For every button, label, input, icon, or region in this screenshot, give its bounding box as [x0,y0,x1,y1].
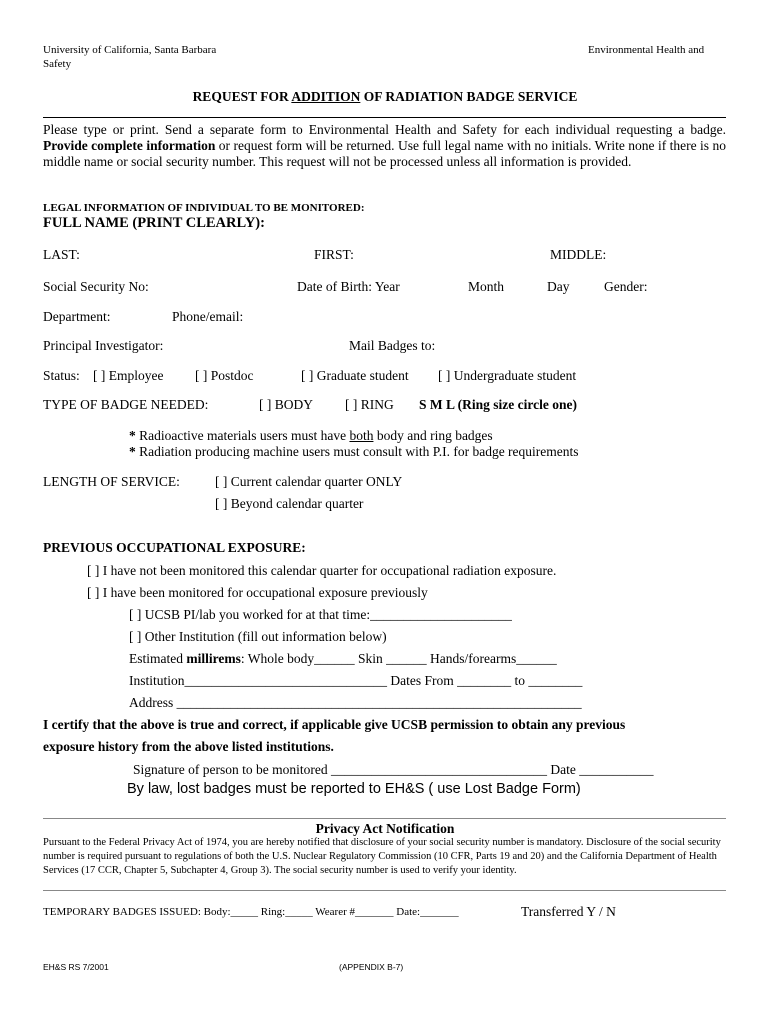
note1-both: both [349,428,374,443]
ssn-label: Social Security No: [43,279,149,294]
millirems-bold: millirems [186,651,241,666]
status-employee-checkbox[interactable]: [ ] Employee [93,368,164,383]
badge-body-checkbox[interactable]: [ ] BODY [259,397,313,412]
title-underlined: ADDITION [291,89,361,104]
instructions-part2: or request form will be returned. Use full legal name with no initials. Write none if there is no middle name or social security number. This request will not be processed unless all information is provided. [43,138,726,169]
form-title [0,89,770,105]
dob-label: Date of Birth: Year [297,279,400,294]
middle-name-label: MIDDLE: [550,247,607,262]
note-radiation-machines [129,444,579,460]
service-beyond-quarter-checkbox[interactable]: [ ] Beyond calendar quarter [215,496,364,511]
gender-label: Gender: [604,279,648,294]
status-postdoc-checkbox[interactable]: [ ] Postdoc [195,368,254,383]
note-bullet: * [129,428,140,443]
org-name: University of California, Santa Barbara [43,44,217,56]
note2-text: Radiation producing machine users must consult with P.I. for badge requirements [139,444,579,459]
dob-month-label: Month [468,279,505,294]
ring-size-options[interactable]: S M L (Ring size circle one) [419,397,577,412]
service-current-quarter-checkbox[interactable]: [ ] Current calendar quarter ONLY [215,474,403,489]
badge-ring-checkbox[interactable]: [ ] RING [345,397,394,412]
mail-badges-label: Mail Badges to: [349,338,436,353]
length-of-service-label: LENGTH OF SERVICE: [43,474,180,489]
certification-line1: I certify that the above is true and correct, if applicable give UCSB permission to obtain any previous [43,717,626,732]
badge-type-label: TYPE OF BADGE NEEDED: [43,397,209,412]
org-name-continued: Safety [43,58,72,70]
transferred-field[interactable]: Transferred Y / N [521,904,616,919]
instructions-part1: Please type or print. Send a separate form to Environmental Health and Safety for each individual requesting a badge. [43,122,726,137]
note1-text-a: Radioactive materials users must have [139,428,350,443]
millirems-pre: Estimated [129,651,187,666]
note-radioactive-materials [129,428,493,444]
status-label: Status: [43,368,80,383]
privacy-bottom-divider [43,890,726,891]
department-name: Environmental Health and [588,44,705,56]
phone-email-label: Phone/email: [172,309,244,324]
note-bullet: * [129,444,140,459]
note1-text-b: body and ring badges [373,428,493,443]
exposure-monitored-checkbox[interactable]: [ ] I have been monitored for occupational exposure previously [87,585,428,600]
principal-investigator-label: Principal Investigator: [43,338,164,353]
privacy-text: Pursuant to the Federal Privacy Act of 1974, you are hereby notified that disclosure of your social security number is mandatory. Disclosure of the social security number is required pursuant to regulations of both the U.S. Nuclear Regulatory Commission (10 CFR, Parts 19 and 20) and the California Department of Health Services (17 CCR, Chapter 5, Subchapter 4, Group 3). The social security number is used to verify your identity. [43,837,721,876]
instructions-bold: Provide complete information [43,138,216,153]
institution-dates-field[interactable]: Institution______________________________ Dates From ________ to ________ [129,673,583,688]
instructions [43,122,726,170]
legal-info-heading: LEGAL INFORMATION OF INDIVIDUAL TO BE MONITORED: [43,202,365,214]
millirems-post: : Whole body______ Skin ______ Hands/forearms______ [240,651,557,666]
signature-date-field[interactable]: Signature of person to be monitored ________________________________ Date ___________ [133,762,654,777]
other-institution-checkbox[interactable]: [ ] Other Institution (fill out information below) [129,629,387,644]
form-code: EH&S RS 7/2001 [43,962,109,972]
status-undergraduate-checkbox[interactable]: [ ] Undergraduate student [438,368,577,383]
address-field[interactable]: Address ____________________________________________________________ [129,695,582,710]
exposure-not-monitored-checkbox[interactable]: [ ] I have not been monitored this calendar quarter for occupational radiation exposure. [87,563,557,578]
dob-day-label: Day [547,279,570,294]
lost-badges-notice: By law, lost badges must be reported to EH&S ( use Lost Badge Form) [127,781,581,797]
title-pre: REQUEST FOR [192,89,292,104]
full-name-heading: FULL NAME (PRINT CLEARLY): [43,215,265,231]
exposure-heading: PREVIOUS OCCUPATIONAL EXPOSURE: [43,540,306,555]
department-label: Department: [43,309,111,324]
certification-line2: exposure history from the above listed institutions. [43,739,334,754]
privacy-top-divider [43,818,726,819]
last-name-label: LAST: [43,247,80,262]
title-divider [43,117,726,118]
title-post: OF RADIATION BADGE SERVICE [360,89,578,104]
estimated-millirems-field[interactable] [129,651,557,667]
status-graduate-checkbox[interactable]: [ ] Graduate student [301,368,409,383]
temporary-badges-field[interactable]: TEMPORARY BADGES ISSUED: Body:_____ Ring:_____ Wearer #_______ Date:_______ [43,906,459,918]
ucsb-pi-lab-checkbox[interactable]: [ ] UCSB PI/lab you worked for at that time:_____________________ [129,607,512,622]
first-name-label: FIRST: [314,247,354,262]
appendix-label: (APPENDIX B-7) [339,962,404,972]
privacy-heading: Privacy Act Notification [315,821,455,836]
